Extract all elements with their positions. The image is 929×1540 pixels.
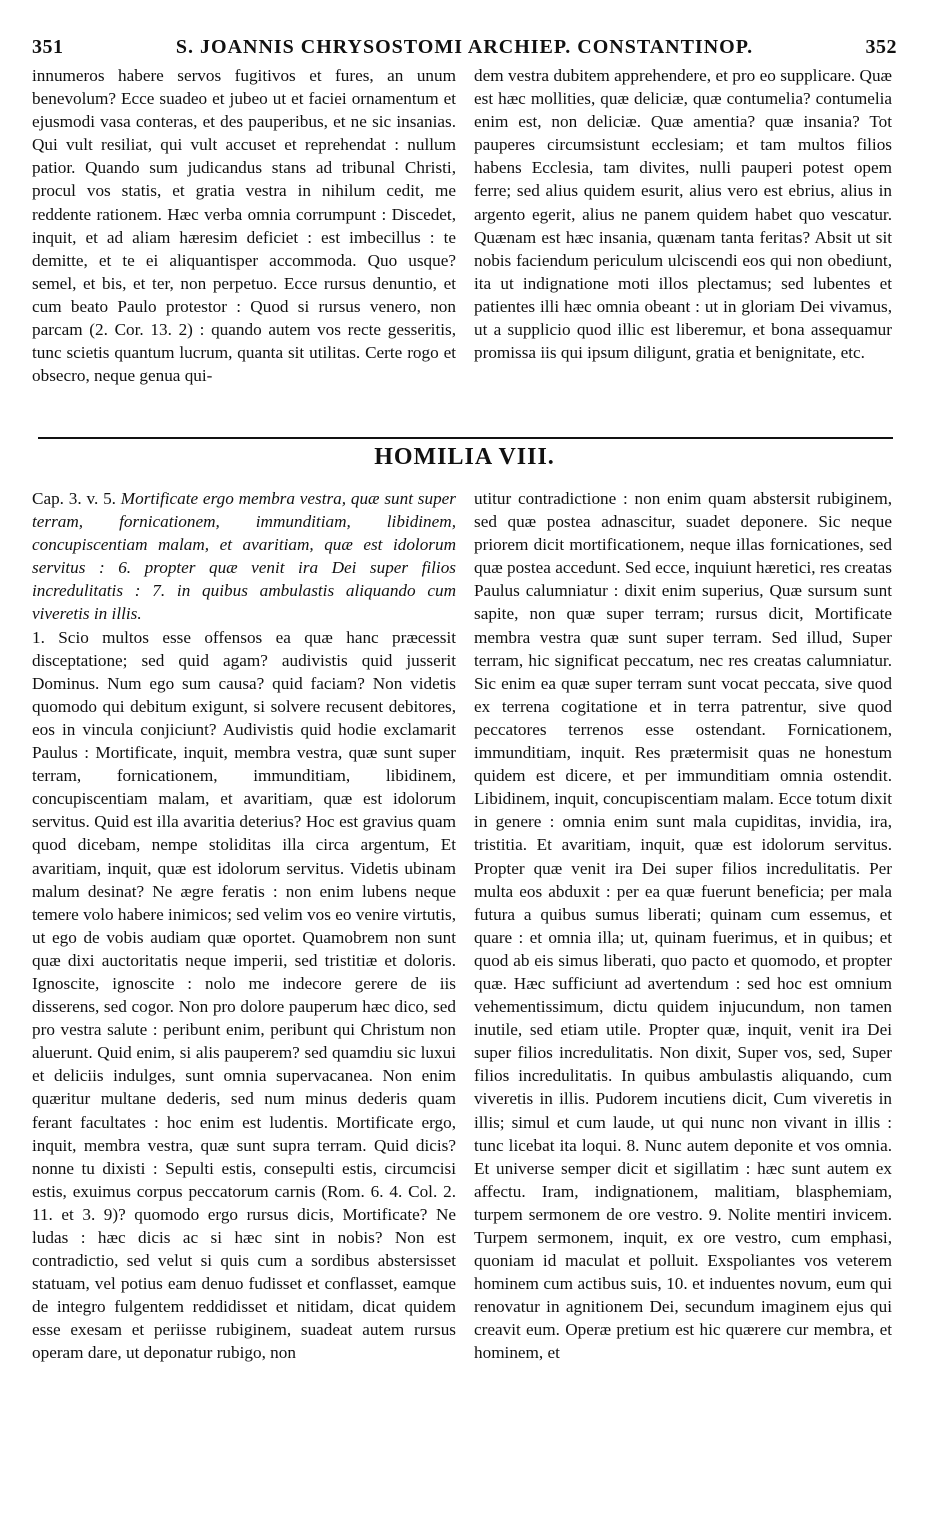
page-number-left: 351 <box>32 36 64 58</box>
running-title: S. JOANNIS CHRYSOSTOMI ARCHIEP. CONSTANTINOP. <box>175 36 754 58</box>
page-number-right: 352 <box>865 36 897 58</box>
column-bottom-right <box>474 487 892 1365</box>
chapter-prefix: Cap. 3. v. 5. <box>32 489 116 508</box>
section-divider <box>38 437 893 439</box>
column-top-left <box>32 64 456 387</box>
running-header <box>32 36 897 62</box>
homily-title: HOMILIA VIII. <box>374 444 555 470</box>
column-top-right <box>474 64 892 364</box>
paragraph: 1. Scio multos esse offensos ea quæ hanc præcessit disceptatione; sed quid agam? audivistis quid jusserit Dominus. Num ego sum causa? quid faciam? Non videtis quomodo qui debitum exigunt, si solvere recusent debitores, eos in vincula conjiciunt? Audivistis quid hodie exclamarit Paulus : Mortificate, inquit, membra vestra, quæ sunt super terram, fornicationem, immunditiam, libidinem, concupiscentiam malam, et avaritiam, quæ est idolorum servitus. Quid est illa avaritia deterius? Hoc est gravius quam quod dicebam, nempe stoliditas illa circa argentum, Et avaritiam, inquit, quæ est idolorum servitus. Videtis ubinam malum desinat? Ne ægre feratis : non enim lubens neque temere volo habere inimicos; sed velim vos eo venire virtutis, ut ego de vobis audiam quæ oportet. Quamobrem non sunt quæ dixi auctoritatis neque imperii, sed tristitiæ et doloris. Ignoscite, ignoscite : nolo me indecore gerere de iis disserens, sed cogor. Non pro dolore pauperum hæc dico, sed pro vestra salute : peribunt enim, peribunt qui Christum non aluerunt. Quid enim, si alis pauperem? sed quamdiu sic luxui et deliciis indulges, sunt omnia supervacanea. Non enim quæritur multane dederis, sed num minus dederis quam ferant facultates : hoc enim est ludentis. Mortificate ergo, inquit, membra vestra, quæ sunt supra terram. Quid dicis? nonne tu dixisti : Sepulti estis, consepulti estis, circumcisi estis, exuimus corpus peccatorum carnis (Rom. 6. 4. Col. 2. 11. et 3. 9)? quomodo ergo rursus dicis, Mortificate? Ne ludas : hæc dicis ac si hæc sint in nobis? Non est contradictio, sed velut si quis cum a sordibus abstersisset statuam, vel potius eam denuo fudisset et conflasset, eamque de integro fulgentem reddidisset et nitidam, dicat quidem esse exesam et periisse rubiginem, suadeat autem rursus operam dare, ut deponatur rubigo, non <box>32 627 456 1363</box>
chapter-heading <box>32 487 456 626</box>
column-bottom-left <box>32 487 456 1365</box>
paragraph: innumeros habere servos fugitivos et fures, an unum benevolum? Ecce suadeo et jubeo ut et faciei ornamentum et ejusmodi vasa conteras, et des pauperibus, et ne sic insanias. Qui vult resiliat, qui vult accuset et reprehendat : nullum patior. Quando sum judicandus stans ad tribunal Christi, procul vos statis, et gratia vestra in nihilum cedit, me reddente rationem. Hæc verba omnia corrumpunt : Discedet, inquit, et ad aliam hæresim deficiet : est imbecillus : te demitte, et te ei aliquantisper accommoda. Quo usque? semel, et bis, et ter, non perpetuo. Ecce rursus denuntio, et cum beato Paulo protestor : Quod si rursus venero, non parcam (2. Cor. 13. 2) : quando autem vos recte gesseritis, tunc scietis quantum lucrum, quanta sit utilitas. Certe rogo et obsecro, neque genua qui- <box>32 66 456 386</box>
paragraph: utitur contradictione : non enim quam abstersit rubiginem, sed quæ postea adnascitur, suadet deponere. Sic neque priorem dicit mortificationem, neque illas fornicationes, sed quæ postea accedunt. Sed ecce, inquiunt hæretici, res creatas Paulus calumniatur : dixit enim superius, Quæ sursum sunt sapite, non quæ super terram; rursus dicit, Mortificate membra vestra quæ sunt super terram. Sed illud, Super terram, hic significat peccatum, nec res creatas calumniatur. Sic enim ea quæ super terram sunt vocat peccata, sive quod ex terrena cogitatione et in terra patrentur, sive quod peccatores terrenos esse ostendant. Fornicationem, immunditiam, inquit. Res prætermisit quas ne honestum quidem est dicere, et per immunditiam omnia ostendit. Libidinem, inquit, concupiscentiam malam. Ecce totum dixit in genere : omnia enim sunt mala cupiditas, invidia, ira, tristitia. Et avaritiam, inquit, quæ est idolorum servitus. Propter quæ venit ira Dei super filios incredulitatis. Per multa eos abduxit : per ea quæ fuerunt beneficia; per mala futura a quibus sumus liberati; quinam cum essemus, et quare : et omnia illa; ut, quinam fuerimus, et in quibus; et quod ab eis simus liberati, quo pacto et quomodo, et propter quæ. Hæc sufficiunt ad avertendum : sed hoc est omnium vehementissimum, dictu quidem injucundum, non tamen inutile, sed etiam utile. Propter quæ, inquit, venit ira Dei super filios incredulitatis. Non dixit, Super vos, sed, Super filios incredulitatis. In quibus ambulastis aliquando, cum viveretis in illis. Pudorem incutiens dicit, Cum viveretis in illis; simul et cum laude, ut qui nunc non vivant in illis : tunc licebat ita loqui. 8. Nunc autem deponite et vos omnia. Et universe semper dicit et sigillatim : hæc sunt autem ex affectu. Iram, indignationem, malitiam, blasphemiam, turpem sermonem de ore vestro. 9. Nolite mentiri invicem. Turpem sermonem, inquit, ex ore vestro, cum emphasi, quoniam id maculat et polluit. Exspoliantes vos veterem hominem cum actibus suis, 10. et induentes novum, eum qui renovatur in agnitionem Dei, secundum imaginem ejus qui creavit eum. Operæ pretium est hic quærere cur membra, et hominem, et <box>474 489 892 1363</box>
chapter-verse-text: Mortificate ergo membra vestra, quæ sunt super terram, fornicationem, immunditiam, libidinem, concupiscentiam malam, et avaritiam, quæ est idolorum servitus : 6. propter quæ venit ira Dei super filios incredulitatis : 7. in quibus ambulastis aliquando cum viveretis in illis. <box>32 489 456 624</box>
paragraph: dem vestra dubitem apprehendere, et pro eo supplicare. Quæ est hæc mollities, quæ deliciæ, quæ contumelia? contumelia enim est, non deliciæ. Quæ amentia? quæ insania? Tot pauperes circumsistunt ecclesiam; et tam multos filios habens Ecclesia, tam divites, nulli pauperi potest opem ferre; sed alius quidem esurit, alius vero est ebrius, alius in argento egerit, alius ne panem quidem habet quo vescatur. Quænam est hæc insania, quænam tanta feritas? Absit ut sit nobis faciendum periculum ulciscendi eos qui non obediunt, ita ut indignatione moti illos plectamus; sed lubentes et patientes illi hæc omnia obeant : ut in gloriam Dei vivamus, ut a supplicio quod illic est liberemur, et bona assequamur promissa iis qui ipsum diligunt, gratia et benignitate, etc. <box>474 66 892 363</box>
